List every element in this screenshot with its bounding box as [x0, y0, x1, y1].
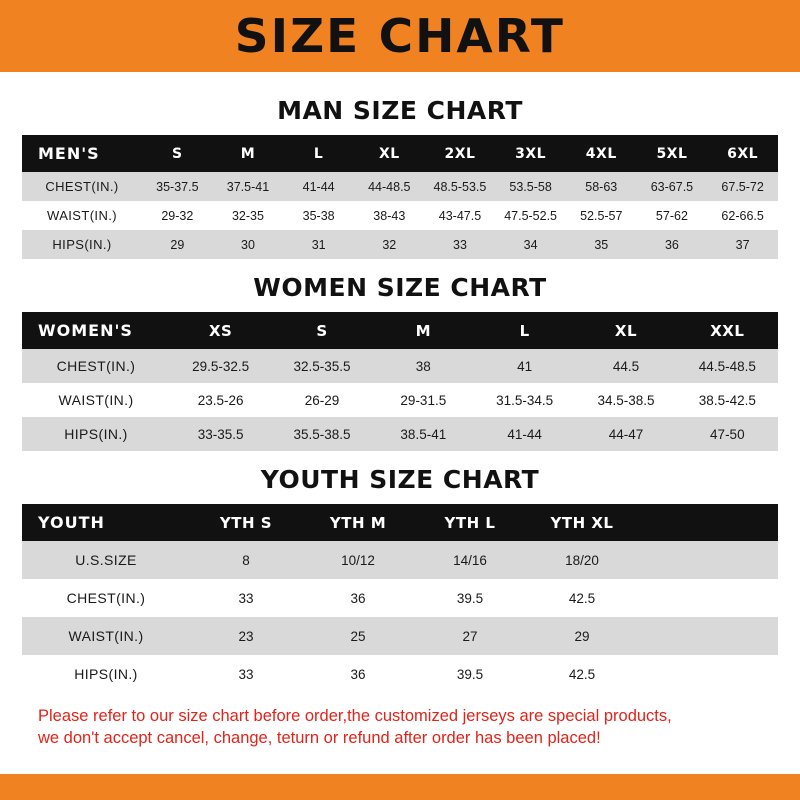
footer-note-line-2: we don't accept cancel, change, teturn or refund after order has been placed!	[38, 729, 601, 748]
women-row-label-hips: HIPS(IN.)	[64, 426, 128, 442]
table-cell: 38	[415, 358, 431, 374]
table-row	[22, 383, 778, 417]
table-cell: 63-67.5	[650, 179, 694, 194]
women-col-s: S	[316, 321, 328, 340]
table-cell: 39.5	[456, 666, 484, 682]
table-cell	[638, 541, 778, 579]
women-col-l: L	[519, 321, 530, 340]
table-cell: 27	[462, 628, 478, 644]
table-cell: 53.5-58	[509, 179, 552, 194]
table-cell: 14/16	[453, 552, 487, 568]
table-cell: 31	[311, 237, 326, 252]
table-cell: 29.5-32.5	[192, 358, 250, 374]
table-cell: 47.5-52.5	[504, 208, 558, 223]
youth-col-m: YTH M	[329, 513, 387, 532]
youth-col-xl: YTH XL	[550, 513, 614, 532]
table-cell: 34	[523, 237, 538, 252]
table-cell: 26-29	[304, 392, 340, 408]
table-header-row	[22, 135, 778, 172]
table-row	[22, 579, 778, 617]
table-cell: 36	[664, 237, 679, 252]
men-row-label-hips: HIPS(IN.)	[52, 237, 112, 252]
youth-row-label-waist: WAIST(IN.)	[68, 628, 144, 644]
table-cell: 32	[382, 237, 397, 252]
table-cell: 44-47	[608, 426, 644, 442]
youth-table-body	[22, 541, 778, 693]
table-cell: 36	[350, 590, 366, 606]
women-table-head	[22, 312, 778, 349]
footer-note-line-1: Please refer to our size chart before order,the customized jerseys are special products,	[38, 707, 672, 725]
youth-col-s: YTH S	[219, 513, 273, 532]
women-size-table	[22, 312, 778, 451]
table-cell: 67.5-72	[721, 179, 764, 194]
women-col-xs: XS	[208, 321, 233, 340]
men-col-m: M	[240, 145, 256, 162]
table-cell: 18/20	[565, 552, 599, 568]
youth-size-table	[22, 504, 778, 693]
table-cell: 29	[574, 628, 590, 644]
table-cell: 23	[238, 628, 254, 644]
table-row	[22, 230, 778, 259]
men-col-l: L	[313, 145, 324, 162]
table-cell: 44-48.5	[368, 179, 411, 194]
men-col-xl: XL	[378, 145, 400, 162]
table-cell: 39.5	[456, 590, 484, 606]
youth-row-label-chest: CHEST(IN.)	[66, 590, 146, 606]
men-row-label-chest: CHEST(IN.)	[45, 179, 119, 194]
table-header-row	[22, 504, 778, 541]
table-cell: 42.5	[568, 666, 596, 682]
table-cell: 35-38	[302, 208, 335, 223]
table-cell: 37.5-41	[226, 179, 270, 194]
table-cell	[638, 579, 778, 617]
table-cell: 35-37.5	[156, 179, 199, 194]
youth-col-empty	[638, 504, 778, 541]
page-header	[0, 0, 800, 72]
youth-table-head	[22, 504, 778, 541]
table-cell: 23.5-26	[197, 392, 244, 408]
table-cell: 38.5-41	[400, 426, 447, 442]
table-cell: 29-32	[161, 208, 194, 223]
table-cell: 43-47.5	[438, 208, 482, 223]
table-cell: 44.5-48.5	[698, 358, 756, 374]
women-row-label-header: WOMEN'S	[38, 321, 133, 340]
page-title: SIZE CHART	[234, 9, 566, 63]
table-cell: 41	[517, 358, 533, 374]
men-row-label-header: MEN'S	[38, 144, 100, 163]
men-col-s: S	[172, 145, 183, 162]
table-header-row	[22, 312, 778, 349]
table-row	[22, 417, 778, 451]
table-cell: 29-31.5	[400, 392, 447, 408]
table-cell: 30	[241, 237, 255, 252]
table-row	[22, 541, 778, 579]
table-cell	[638, 617, 778, 655]
women-col-m: M	[415, 321, 432, 340]
table-cell	[638, 655, 778, 693]
table-cell: 10/12	[341, 552, 375, 568]
table-cell: 8	[242, 552, 250, 568]
table-row	[22, 349, 778, 383]
men-row-label-waist: WAIST(IN.)	[47, 208, 117, 223]
table-cell: 37	[735, 237, 750, 252]
table-cell: 35.5-38.5	[293, 426, 351, 442]
youth-row-label-ussize: U.S.SIZE	[75, 552, 137, 568]
table-cell: 25	[350, 628, 366, 644]
table-cell: 34.5-38.5	[597, 392, 655, 408]
table-cell: 32.5-35.5	[293, 358, 351, 374]
table-row	[22, 201, 778, 230]
table-cell: 33	[453, 237, 467, 252]
men-col-3xl: 3XL	[515, 145, 547, 162]
men-table-body	[22, 172, 778, 259]
table-cell: 38.5-42.5	[698, 392, 756, 408]
table-cell: 62-66.5	[721, 208, 764, 223]
table-cell: 58-63	[585, 179, 618, 194]
men-col-2xl: 2XL	[444, 145, 476, 162]
men-table-head	[22, 135, 778, 172]
women-row-label-chest: CHEST(IN.)	[56, 358, 136, 374]
men-col-6xl: 6XL	[727, 145, 759, 162]
men-col-4xl: 4XL	[585, 145, 617, 162]
table-cell: 36	[350, 666, 366, 682]
table-cell: 33	[238, 590, 254, 606]
youth-col-l: YTH L	[444, 513, 496, 532]
section-title-men: MAN SIZE CHART	[277, 96, 523, 125]
youth-row-label-header: YOUTH	[38, 513, 105, 532]
women-table-body	[22, 349, 778, 451]
chart-content	[0, 72, 800, 774]
section-title-youth: YOUTH SIZE CHART	[260, 465, 540, 494]
table-cell: 41-44	[507, 426, 542, 442]
youth-row-label-hips: HIPS(IN.)	[74, 666, 138, 682]
table-cell: 57-62	[655, 208, 688, 223]
table-cell: 33	[238, 666, 254, 682]
table-cell: 47-50	[710, 426, 745, 442]
women-col-xxl: XXL	[710, 321, 745, 340]
table-row	[22, 655, 778, 693]
table-cell: 29	[170, 237, 185, 252]
table-cell: 52.5-57	[580, 208, 623, 223]
table-cell: 48.5-53.5	[433, 179, 487, 194]
men-size-table	[22, 135, 778, 259]
women-col-xl: XL	[614, 321, 638, 340]
table-cell: 38-43	[373, 208, 406, 223]
women-row-label-waist: WAIST(IN.)	[58, 392, 134, 408]
table-cell: 35	[594, 237, 609, 252]
table-cell: 44.5	[612, 358, 640, 374]
table-cell: 33-35.5	[197, 426, 244, 442]
table-cell: 31.5-34.5	[496, 392, 554, 408]
table-row	[22, 172, 778, 201]
table-row	[22, 617, 778, 655]
footer-note	[38, 705, 762, 750]
table-cell: 32-35	[231, 208, 264, 223]
men-col-5xl: 5XL	[656, 145, 688, 162]
table-cell: 42.5	[568, 590, 596, 606]
table-cell: 41-44	[302, 179, 335, 194]
bottom-bar	[0, 774, 800, 800]
section-title-women: WOMEN SIZE CHART	[253, 273, 547, 302]
